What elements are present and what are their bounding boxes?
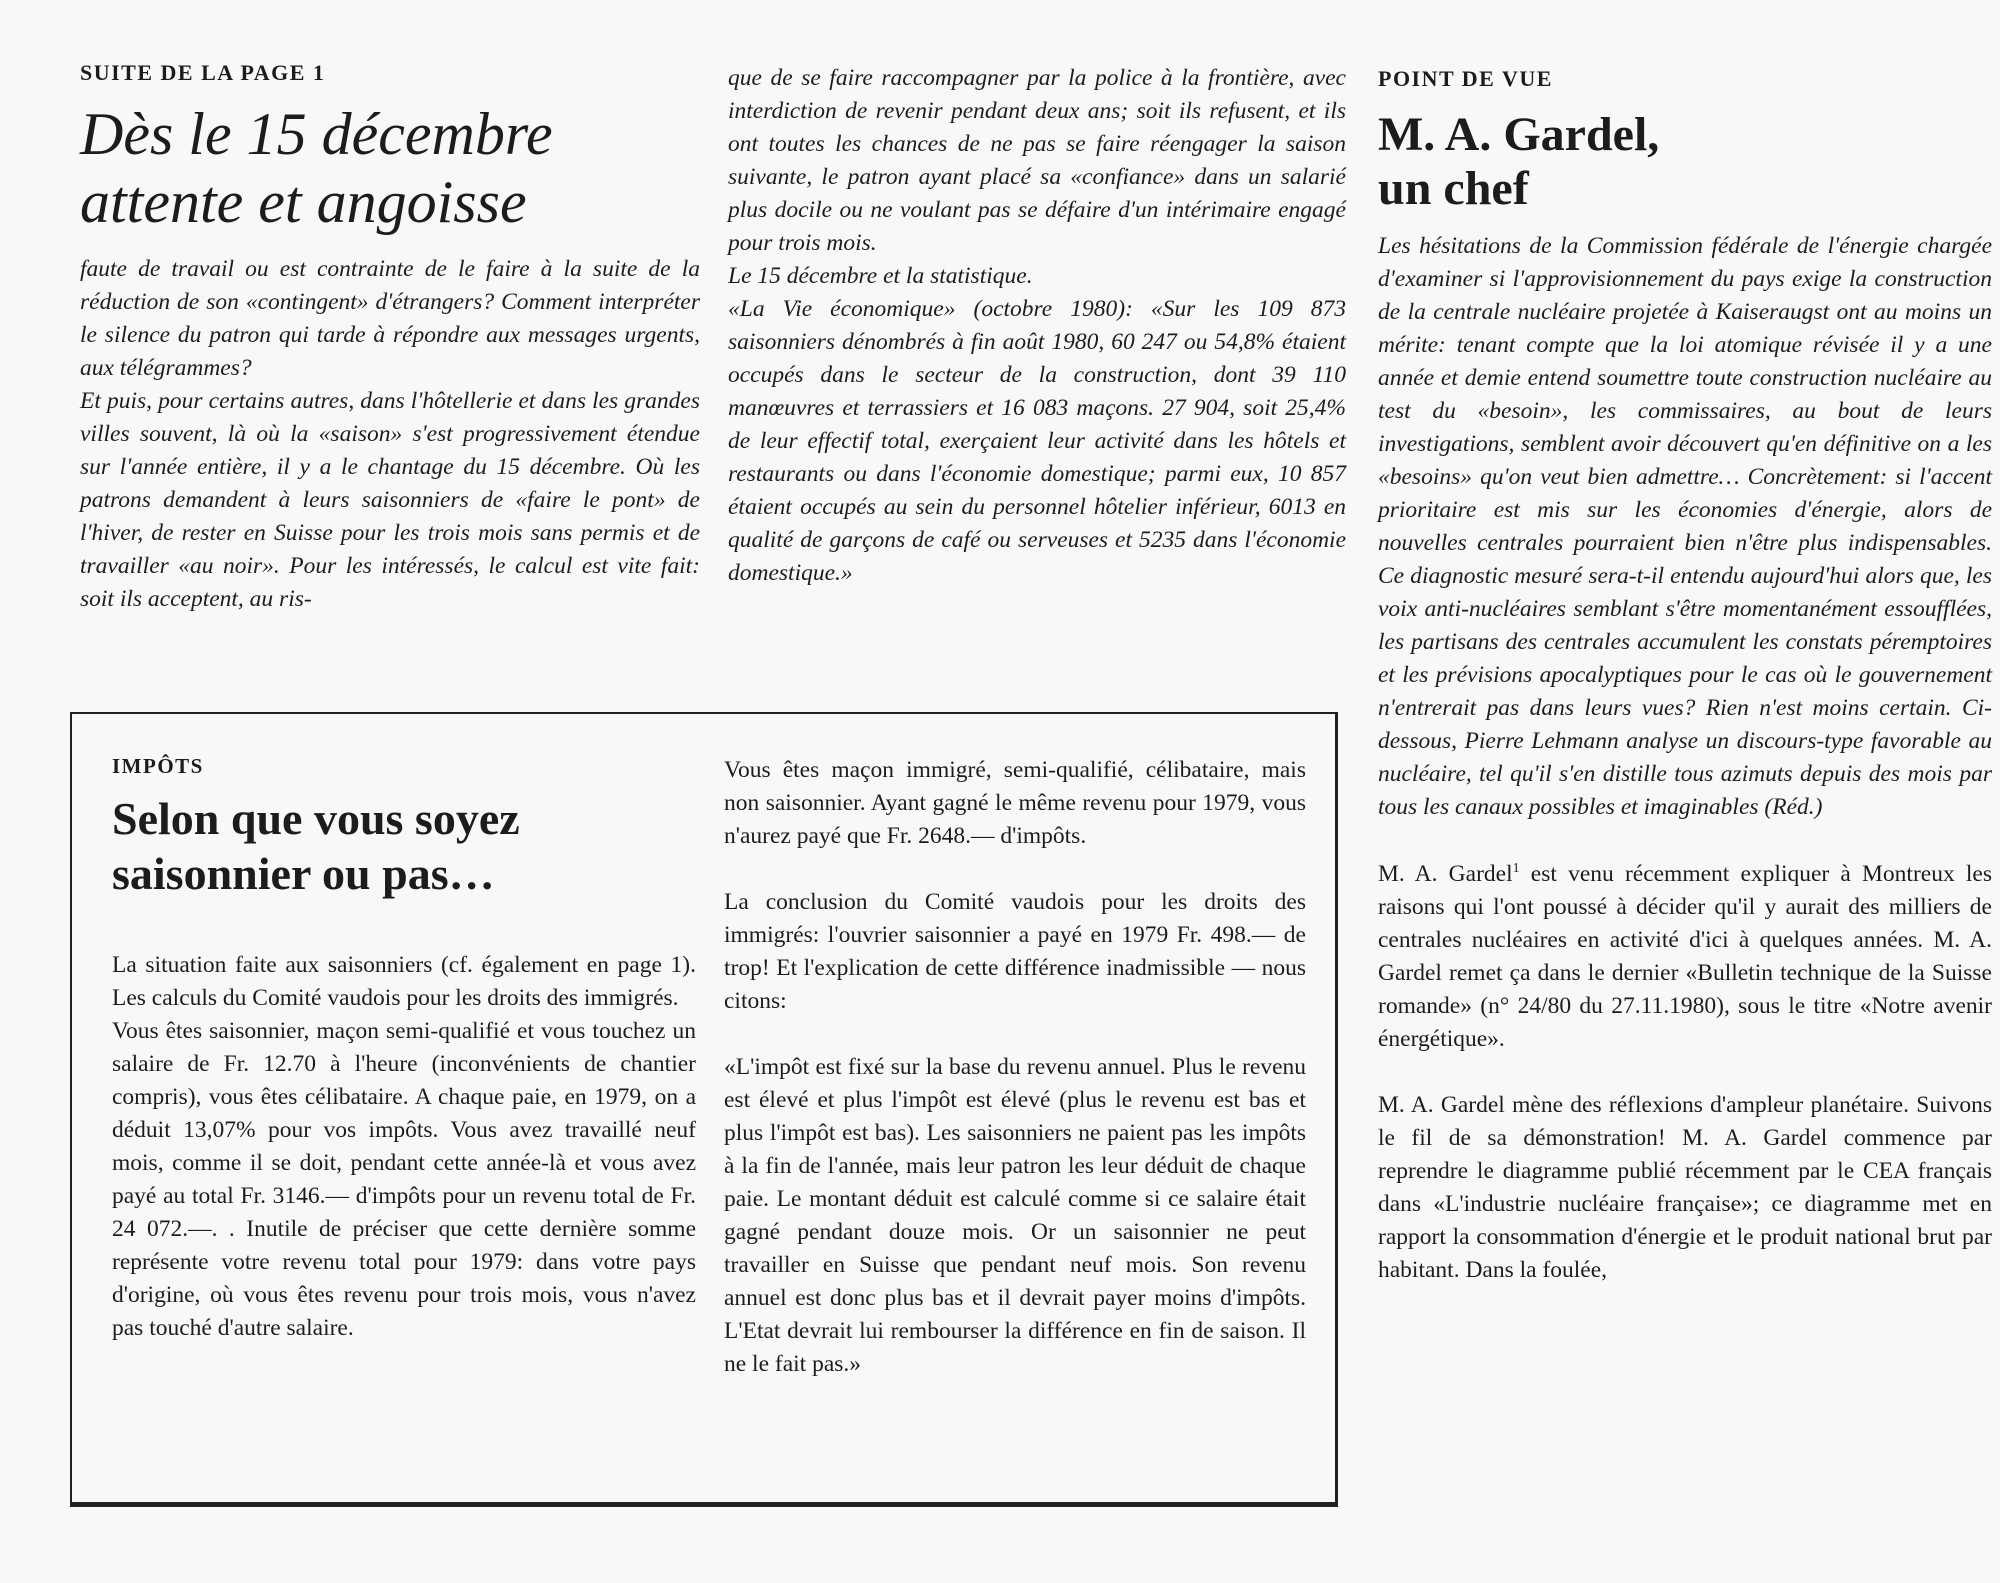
tax-box (70, 712, 1338, 1507)
footnote-marker: 1 (1512, 861, 1520, 877)
paragraph: Vous êtes maçon immigré, semi-qualifié, célibataire, mais non saisonnier. Ayant gagné le même revenu pour 1979, vous n'aurez payé que Fr. 2648.— d'impôts. (724, 757, 1306, 849)
paragraph-text: est venu récemment expliquer à Montreux les raisons qui l'ont poussé à décider qu'il y aurait des milliers de centrales nucléaires en activité d'ici à quelques années. M. A. Gardel remet ça dans le dernier «Bulletin technique de la Suisse romande» (n° 24/80 du 27.11.1980), sous le titre «Notre avenir énergétique». (1378, 861, 1992, 1052)
paragraph: La situation faite aux saisonniers (cf. également en page 1). Les calculs du Comité vaudois pour les droits des immigrés. (112, 952, 696, 1011)
paragraph: Vous êtes saisonnier, maçon semi-qualifié et vous touchez un salaire de Fr. 12.70 à l'heure (inconvénients de chantier compris), vous êtes célibataire. A chaque paie, en 1979, on a déduit 13,07% pour vos impôts. Vous avez travaillé neuf mois, comme il se doit, pendant cette année-là et vous avez payé au total Fr. 3146.— d'impôts pour un revenu total de Fr. 24 072.—. . Inutile de préciser que cette dernière somme représente votre revenu total pour 1979: dans votre pays d'origine, où vous êtes revenu pour trois mois, vous n'avez pas touché d'autre salaire. (112, 1018, 696, 1341)
article-right (1378, 66, 1992, 1287)
article-left (80, 60, 700, 616)
author-name: M. A. Gardel (1378, 861, 1513, 887)
paragraph: que de se faire raccompagner par la police à la frontière, avec interdiction de revenir pendant deux ans; soit ils refusent, et ils ont toutes les chances de ne pas se faire réengager la saison suivante, le patron ayant placé sa «confiance» dans un salarié plus docile ou ne voulant pas se défaire d'un intérimaire engagé pour trois mois. (728, 65, 1346, 256)
article-left-col2 (728, 62, 1346, 590)
tax-box-kicker: IMPÔTS (112, 754, 204, 778)
tax-box-headline (112, 791, 696, 901)
paragraph: La conclusion du Comité vaudois pour les droits des immigrés: l'ouvrier saisonnier a payé en 1979 Fr. 498.— de trop! Et l'explication de cette différence inadmissible — nous citons: (724, 889, 1306, 1014)
headline-line-2: attente et angoisse (80, 169, 527, 235)
paragraph: faute de travail ou est contrainte de le faire à la suite de la réduction de son «contingent» d'étrangers? Comment interpréter le silence du patron qui tarde à répondre aux messages urgents, aux télégrammes? (80, 256, 700, 381)
headline-line-2: saisonnier ou pas… (112, 848, 495, 899)
headline-line-1: M. A. Gardel, (1378, 108, 1660, 161)
tax-box-col2 (724, 754, 1306, 1381)
headline-line-1: Dès le 15 décembre (80, 101, 553, 167)
paragraph: M. A. Gardel mène des réflexions d'ampleur planétaire. Suivons le fil de sa démonstration! M. A. Gardel commence par reprendre le diagramme publié récemment par le CEA français dans «L'industrie nucléaire française»; ce diagramme met en rapport la consommation d'énergie et le produit national brut par habitant. Dans la foulée, (1378, 1092, 1992, 1283)
editorial-intro: Les hésitations de la Commission fédérale de l'énergie chargée d'examiner si l'approvisionnement du pays exige la construction de la centrale nucléaire projetée à Kaiseraugst ont au moins un mérite: tenant compte que la loi atomique révisée il y a une année et demie entend soumettre toute construction nucléaire au test du «besoin», les commissaires, au bout de leurs investigations, semblent avoir découvert qu'en définitive on a les «besoins» qu'on veut bien admettre… Concrètement: si l'accent prioritaire est mis sur les économies d'énergie, alors de nouvelles centrales pourraient bien n'être plus indispensables. Ce diagnostic mesuré sera-t-il entendu aujourd'hui alors que, les voix anti-nucléaires semblant s'être momentanément essoufflées, les partisans des centrales accumulent les constats péremptoires et les prévisions apocalyptiques pour le cas où le gouvernement n'entrerait pas dans leurs vues? Rien n'est moins certain. Ci-dessous, Pierre Lehmann analyse un discours-type favorable au nucléaire, tel qu'il s'en distille tous azimuts depuis des mois par tous les canaux possibles et imaginables (Réd.) (1378, 233, 1992, 820)
headline-line-2: un chef (1378, 162, 1529, 215)
paragraph: «L'impôt est fixé sur la base du revenu annuel. Plus le revenu est élevé et plus l'impôt est élevé (plus le revenu est bas et plus l'impôt est bas). Les saisonniers ne paient pas les impôts à la fin de l'année, mais leur patron les leur déduit de chaque paie. Le montant déduit est calculé comme si ce salaire était gagné pendant douze mois. Or un saisonnier ne peut travailler en Suisse que pendant neuf mois. Son revenu annuel est donc plus bas et il devrait payer moins d'impôts. L'Etat devrait lui rembourser la différence en fin de saison. Il ne le fait pas.» (724, 1054, 1306, 1377)
paragraph (1378, 858, 1992, 1056)
headline-line-1: Selon que vous soyez (112, 793, 520, 844)
article-right-headline (1378, 108, 1992, 216)
paragraph: Le 15 décembre et la statistique. (728, 263, 1033, 289)
article-left-headline (80, 100, 640, 236)
paragraph: Et puis, pour certains autres, dans l'hôtellerie et dans les grandes villes souvent, là où la «saison» s'est progressivement étendue sur l'année entière, il y a le chantage du 15 décembre. Où les patrons demandent à leurs saisonniers de «faire le pont» de l'hiver, de rester en Suisse pour les trois mois sans permis et de travailler «au noir». Pour les intéressés, le calcul est vite fait: soit ils acceptent, au ris- (80, 388, 700, 612)
tax-box-col1 (112, 754, 696, 1345)
paragraph: «La Vie économique» (octobre 1980): «Sur les 109 873 saisonniers dénombrés à fin août 1980, 60 247 ou 54,8% étaient occupés dans le secteur de la construction, dont 39 110 manœuvres et terrassiers et 16 083 maçons. 27 904, soit 25,4% de leur effectif total, exerçaient leur activité dans les hôtels et restaurants ou dans l'économie domestique; parmi eux, 10 857 étaient occupés au sein du personnel hôtelier inférieur, 6013 en qualité de garçons de café ou serveuses et 5235 dans l'économie domestique.» (728, 296, 1346, 586)
article-left-kicker: SUITE DE LA PAGE 1 (80, 60, 326, 85)
article-left-col1 (80, 253, 700, 616)
article-right-kicker: POINT DE VUE (1378, 66, 1553, 91)
